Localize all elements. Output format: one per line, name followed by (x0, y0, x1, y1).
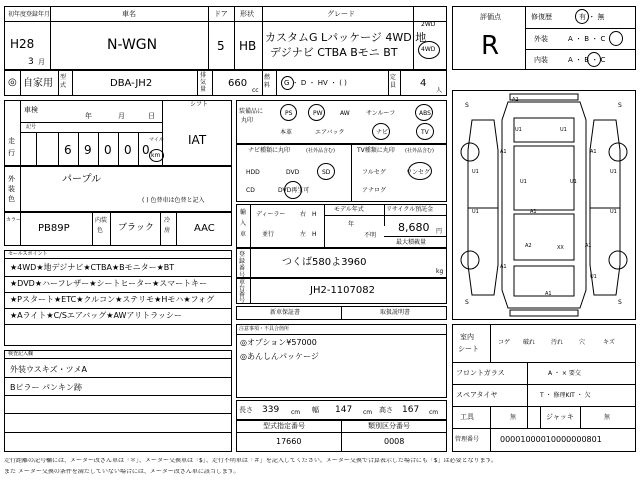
damage-mark: A1 (585, 243, 592, 249)
inspection-day: 日 (148, 112, 155, 120)
notes-line: ◎オプション¥57000 (240, 338, 317, 347)
notes-line: ◎あんしんパッケージ (240, 352, 319, 361)
model-year-unknown: 不明 (364, 232, 377, 239)
length-value: 339 (262, 405, 280, 415)
color-code-label: カラー (6, 217, 22, 223)
ac-label-2: 房 (164, 227, 171, 234)
inspection-year: 年 (85, 112, 92, 120)
sales-point-line: ★4WD★地デジナビ★CTBA★Bモニター★BT (10, 263, 175, 272)
color-label-1: 外 (8, 175, 15, 183)
interior-label: 内装 (534, 56, 548, 64)
damage-mark: U1 (570, 179, 577, 185)
use-marker: ◎ (8, 77, 17, 88)
inspector-line: Bピラー パンキン跡 (10, 383, 82, 392)
tv-oneseg: ワンセグ (406, 169, 431, 176)
tv-type-note: (社外品含む) (405, 148, 434, 154)
height-value: 167 (402, 405, 420, 415)
capacity-label: 定員 (390, 74, 397, 89)
manual-label: 取扱説明書 (380, 309, 411, 316)
footer-line-1: 走行距離の記号欄には、メーター改ざん車は「＊」、メーター交換車は「$」、走行不明車は「＃」を記入してください。メーター交換で合算表示した場合にも「$」は必要となります。 (4, 458, 498, 464)
exterior-circle (609, 31, 623, 46)
seat-label-1: 室内 (460, 333, 474, 341)
damage-mark: U1 (590, 274, 597, 280)
tools-label: 工具 (460, 413, 474, 421)
interior-color-label-2: 色 (97, 227, 104, 234)
repair-circle (575, 9, 589, 24)
navi-hdd: HDD (246, 169, 260, 176)
inspection-label: 車検 (24, 106, 38, 114)
month-unit: 月 (38, 58, 45, 66)
equipment-label-1: 装備品に (239, 108, 264, 115)
import-left: 左 (300, 231, 307, 238)
equip-tv: TV (421, 129, 429, 136)
recycle-value: 8,680 (398, 221, 430, 234)
seat-item: コゲ (498, 339, 511, 346)
navi-dvd-play: DVD再生可 (278, 187, 310, 194)
model-label: 型式 (60, 74, 67, 89)
ac-label-1: 冷 (164, 217, 171, 224)
shift-label: シフト (190, 101, 209, 108)
recycle-label: リサイクル預託金 (386, 206, 434, 213)
equip-abs: ABS (419, 110, 431, 117)
notes-label: 注意事項・不具合箇所 (239, 326, 290, 332)
color-note: ( ) 色替車は色替と記入 (142, 197, 205, 204)
damage-mark: XX (557, 245, 564, 251)
car-name: N-WGN (107, 37, 158, 53)
sales-point-line: ★Pスタート★ETC★クルコン★ステリモ★Hモハ★フォグ (10, 295, 215, 304)
navi-sd: SD (322, 169, 331, 176)
max-load-label: 最大積載量 (396, 239, 427, 246)
damage-mark: A2 (525, 243, 532, 249)
kg-unit: kg (436, 268, 444, 275)
grade-line-2: デジナビ CTBA Bモニ BT (270, 46, 398, 59)
length-label: 長さ (239, 406, 253, 414)
damage-mark: A1 (590, 149, 597, 155)
fuel-circle (281, 76, 294, 90)
navi-dvd: DVD (286, 169, 300, 176)
color-code: PB89P (38, 223, 70, 234)
displacement-value: 660 (228, 78, 248, 89)
mileage-digit: 0 (142, 143, 150, 157)
color-label-2: 装 (8, 185, 15, 193)
tv-analog: アナログ (362, 187, 387, 194)
exterior-label: 外装 (534, 35, 548, 43)
mileage-digit: 0 (124, 143, 132, 157)
km-label: km (151, 152, 161, 159)
sales-points-label: セールスポイント (8, 251, 48, 257)
interior-circle (587, 52, 601, 67)
equipment-label-2: 丸印 (241, 117, 254, 124)
color-label-3: 色 (8, 195, 15, 203)
damage-mark: U1 (520, 179, 527, 185)
width-value: 147 (335, 405, 353, 415)
cc-unit: cc (252, 87, 259, 94)
fuel-label: 燃料 (264, 74, 271, 89)
repair-label: 修復歴 (531, 13, 552, 21)
damage-mark: U1 (610, 209, 617, 215)
damage-mark: A1 (530, 209, 537, 215)
damage-mark: U1 (472, 169, 479, 175)
width-label: 幅 (312, 406, 319, 414)
model-year-label: モデル年式 (334, 206, 364, 213)
mileage-digit: 6 (64, 143, 72, 157)
inspector-label: 検査記入欄 (8, 351, 34, 357)
mileage-digit: 9 (84, 143, 92, 157)
height-unit: cm (429, 409, 439, 416)
first-reg-year: H28 (10, 37, 35, 51)
type-no-value: 17660 (276, 437, 302, 446)
mgmt-number: 00001000010000000801 (500, 435, 602, 444)
navi-type-label: ナビ種類に丸印 (248, 147, 291, 154)
equip-airbag: エアバック (315, 129, 345, 136)
import-parallel: 並行 (262, 231, 275, 238)
tv-fullseg: フルセグ (362, 169, 386, 176)
jack-value: 無 (604, 414, 611, 421)
vin-value: JH2-1107082 (310, 285, 375, 296)
equip-leather: 本革 (280, 129, 293, 136)
type-no-label: 型式指定番号 (263, 422, 305, 430)
import-label-1: 輸 (240, 209, 247, 216)
exterior-options: A ・ B ・ C (568, 35, 606, 43)
equip-pw: PW (313, 110, 323, 117)
damage-mark: A1 (500, 149, 507, 155)
damage-mark: A1 (500, 264, 507, 270)
diagram-side-label: S (465, 299, 469, 306)
tv-type-label: TV種類に丸印 (357, 147, 395, 154)
jack-label: ジャッキ (546, 413, 574, 421)
import-h-left: H (312, 231, 317, 238)
inspection-month: 月 (118, 112, 125, 120)
import-dealer: ディーラー (256, 211, 286, 218)
damage-mark: U1 (560, 127, 567, 133)
diagram-side-label: S (618, 102, 622, 109)
color-value: パープル (62, 174, 102, 185)
seat-label-2: シート (458, 345, 479, 353)
diagram-side-label: S (465, 102, 469, 109)
door-count: 5 (217, 39, 225, 53)
drive-label: 2WD (421, 21, 436, 28)
navi-cd: CD (246, 187, 255, 194)
mgmt-label: 管理番号 (455, 436, 480, 443)
first-reg-month: 3 (28, 57, 34, 67)
shift-value: IAT (188, 133, 207, 147)
class-no-label: 類別区分番号 (368, 422, 410, 430)
spare-tire-label: スペアタイヤ (456, 391, 498, 399)
mileage-digit: 0 (104, 143, 112, 157)
body-shape: HB (239, 39, 257, 53)
damage-mark: A1 (545, 291, 552, 297)
interior-options: A ・ B ・ C (568, 56, 606, 64)
equip-ps: PS (285, 110, 293, 117)
seat-item: キズ (603, 339, 615, 346)
model-year-unit: 年 (348, 221, 355, 228)
class-no-value: 0008 (384, 437, 405, 446)
grade-line-1: カスタムG Lパッケージ 4WD 地 (265, 31, 427, 44)
mile-label: マイル (149, 137, 164, 143)
plate-label: 登録番号 (239, 251, 246, 279)
width-unit: cm (363, 409, 373, 416)
seat-item: 穴 (579, 339, 586, 346)
mileage-label-top: 走 (8, 137, 15, 145)
seat-item: 汚れ (551, 339, 564, 346)
repair-options: 有 ・ 無 (579, 13, 605, 21)
equip-navi: ナビ (376, 129, 389, 136)
interior-color-label-1: 内装 (95, 217, 108, 224)
damage-mark: U1 (515, 127, 522, 133)
shape-label: 形状 (240, 10, 254, 18)
seat-item: 破れ (523, 339, 536, 346)
inspector-line: 外装ウスキズ・ツメA (10, 365, 87, 374)
length-unit: cm (291, 409, 301, 416)
vin-label: 車台番号 (239, 279, 246, 304)
spare-tire-value: T ・ 修理KIT ・ 欠 (540, 392, 591, 399)
car-outline-diagram (452, 90, 636, 320)
capacity-value: 4 (420, 78, 427, 89)
diagram-side-label: S (618, 299, 622, 306)
import-label-3: 車 (240, 231, 247, 238)
footer-line-2: また メーター交換の条件を満たしていない場合には、メーター改ざん車に該当します。 (4, 469, 240, 475)
interior-color: ブラック (118, 223, 154, 233)
grade-label: グレード (327, 10, 355, 18)
plate-value: つくば580よ3960 (282, 257, 367, 268)
yen-unit: 円 (436, 228, 443, 235)
front-glass-value: A ・ × 要交 (548, 370, 581, 377)
eval-label: 評価点 (480, 13, 501, 21)
sales-point-line: ★DVD★ハーフレザー★シートヒーター★スマートキー (10, 279, 208, 288)
ac-value: AAC (194, 223, 215, 234)
digit-label: 記号 (26, 124, 37, 130)
fuel-options: G ・ D ・ HV ・ ( ) (284, 79, 347, 87)
displacement-label: 排気量 (200, 72, 207, 93)
mileage-label-bottom: 行 (8, 149, 15, 157)
equip-sunroof: サンルーフ (366, 110, 396, 117)
person-unit: 人 (436, 87, 443, 94)
tools-value: 無 (510, 414, 517, 421)
import-label-2: 入 (240, 220, 247, 227)
equip-aw: AW (340, 110, 350, 117)
eval-score: R (481, 31, 500, 61)
door-label: ドア (214, 10, 228, 18)
damage-mark: U1 (472, 209, 479, 215)
sales-point-line: ★Aライト★C/Sエアバッグ★AWアリトラッシー (10, 311, 182, 320)
front-glass-label: フロントガラス (456, 369, 505, 377)
import-h-right: H (312, 211, 317, 218)
navi-type-note: (社外品含む) (306, 148, 335, 154)
use-value: 自家用 (23, 78, 53, 89)
height-label: 高さ (379, 406, 393, 414)
model-value: DBA-JH2 (110, 78, 153, 89)
new-car-warranty-label: 新車保証書 (270, 309, 301, 316)
damage-mark: A2 (512, 97, 519, 103)
first-reg-label: 初年度登録年月 (8, 11, 51, 18)
car-name-label: 車名 (122, 10, 136, 18)
import-right: 右 (300, 211, 307, 218)
damage-mark: U1 (610, 169, 617, 175)
drive-value: 4WD (421, 46, 436, 53)
